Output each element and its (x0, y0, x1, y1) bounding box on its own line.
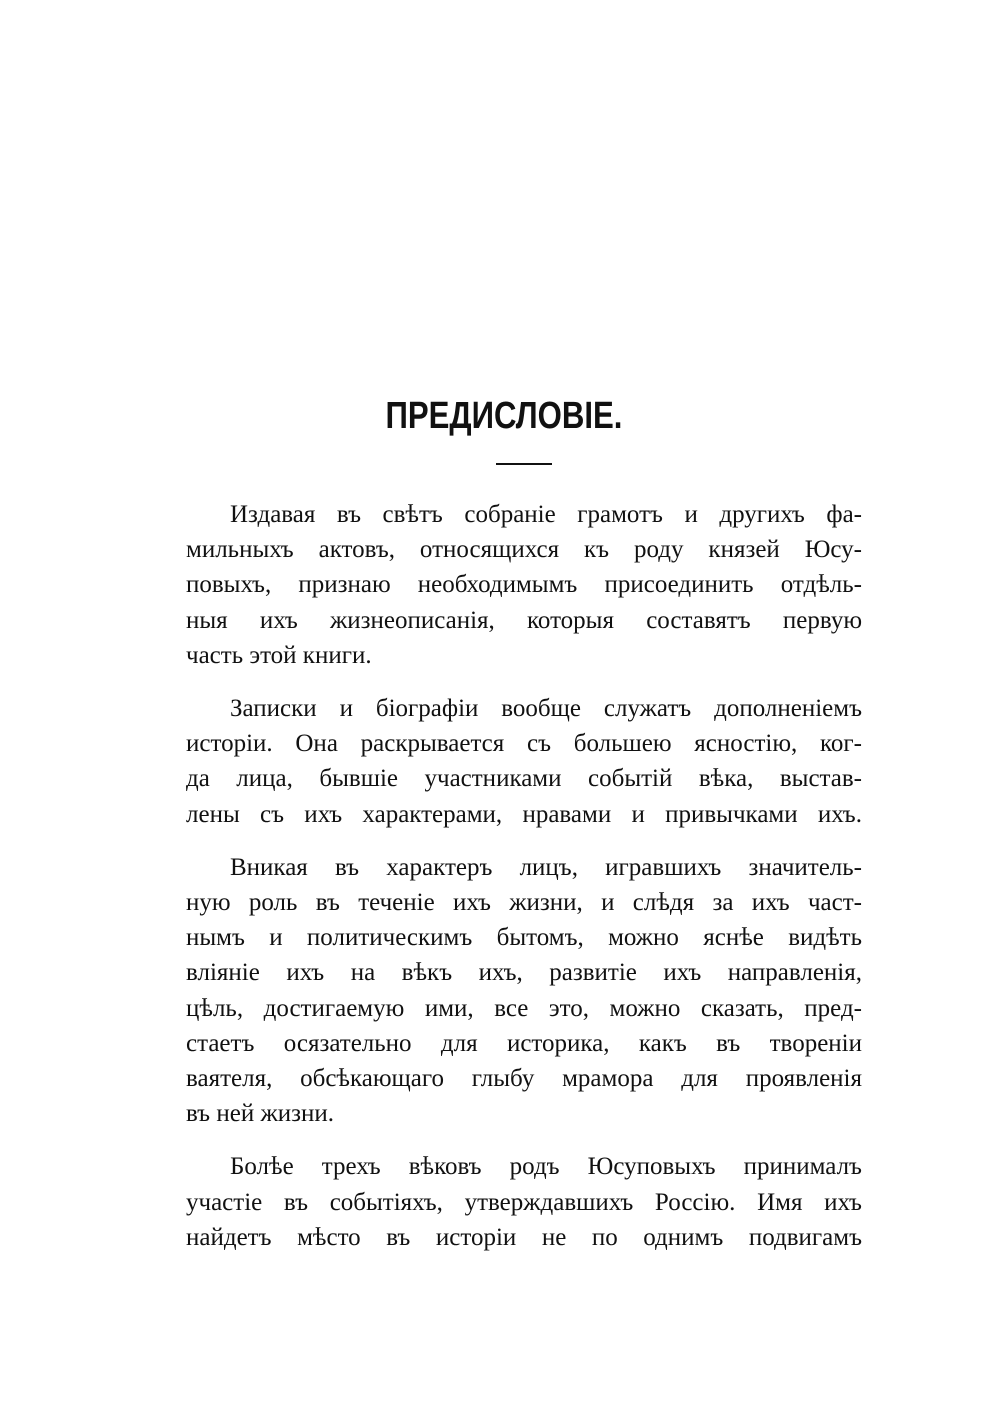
title-divider (496, 463, 552, 465)
paragraph-line: часть этой книги. (186, 641, 372, 669)
paragraph-line: найдетъ мѣсто въ исторіи не по однимъ подвигамъ (186, 1223, 862, 1251)
paragraph-line: нымъ и политическимъ бытомъ, можно яснѣе видѣть (186, 924, 862, 952)
paragraph-line: Издавая въ свѣтъ собраніе грамотъ и другихъ фа- (230, 501, 862, 528)
paragraph-line: Вникая въ характеръ лицъ, игравшихъ значитель- (230, 853, 862, 881)
paragraph-line: повыхъ, признаю необходимымъ присоединить отдѣль- (186, 571, 862, 599)
preface-text (186, 497, 862, 1273)
paragraph-line: цѣль, достигаемую ими, все это, можно сказать, пред- (186, 994, 862, 1022)
paragraph-line: вліяніе ихъ на вѣкъ ихъ, развитіе ихъ направленія, (186, 959, 862, 987)
paragraph-line: да лица, бывшіе участниками событій вѣка, выстав- (186, 765, 862, 793)
paragraph-line: ную роль въ теченіе ихъ жизни, и слѣдя за ихъ част- (186, 889, 862, 917)
paragraph-4 (186, 1149, 862, 1255)
page-title: ПРЕДИСЛОВІЕ. (385, 395, 623, 437)
paragraph-line: ваятеля, обсѣкающаго глыбу мрамора для проявленія (186, 1065, 862, 1093)
paragraph-line: въ ней жизни. (186, 1100, 334, 1128)
paragraph-line: исторіи. Она раскрывается съ большею ясностію, ког- (186, 730, 862, 758)
paragraph-line: лены съ ихъ характерами, нравами и привычками ихъ. (186, 800, 862, 828)
paragraph-3 (186, 850, 862, 1132)
paragraph-line: стаетъ осязательно для историка, какъ въ твореніи (186, 1029, 862, 1057)
paragraph-line: Записки и біографіи вообще служатъ дополненіемъ (230, 695, 862, 723)
paragraph-line: Болѣе трехъ вѣковъ родъ Юсуповыхъ принималъ (230, 1153, 862, 1181)
paragraph-line: мильныхъ актовъ, относящихся къ роду князей Юсу- (186, 536, 862, 564)
paragraph-1 (186, 497, 862, 673)
paragraph-2 (186, 691, 862, 832)
paragraph-line: ныя ихъ жизнеописанія, которыя составятъ первую (186, 606, 862, 634)
paragraph-line: участіе въ событіяхъ, утверждавшихъ Россію. Имя ихъ (186, 1188, 862, 1216)
